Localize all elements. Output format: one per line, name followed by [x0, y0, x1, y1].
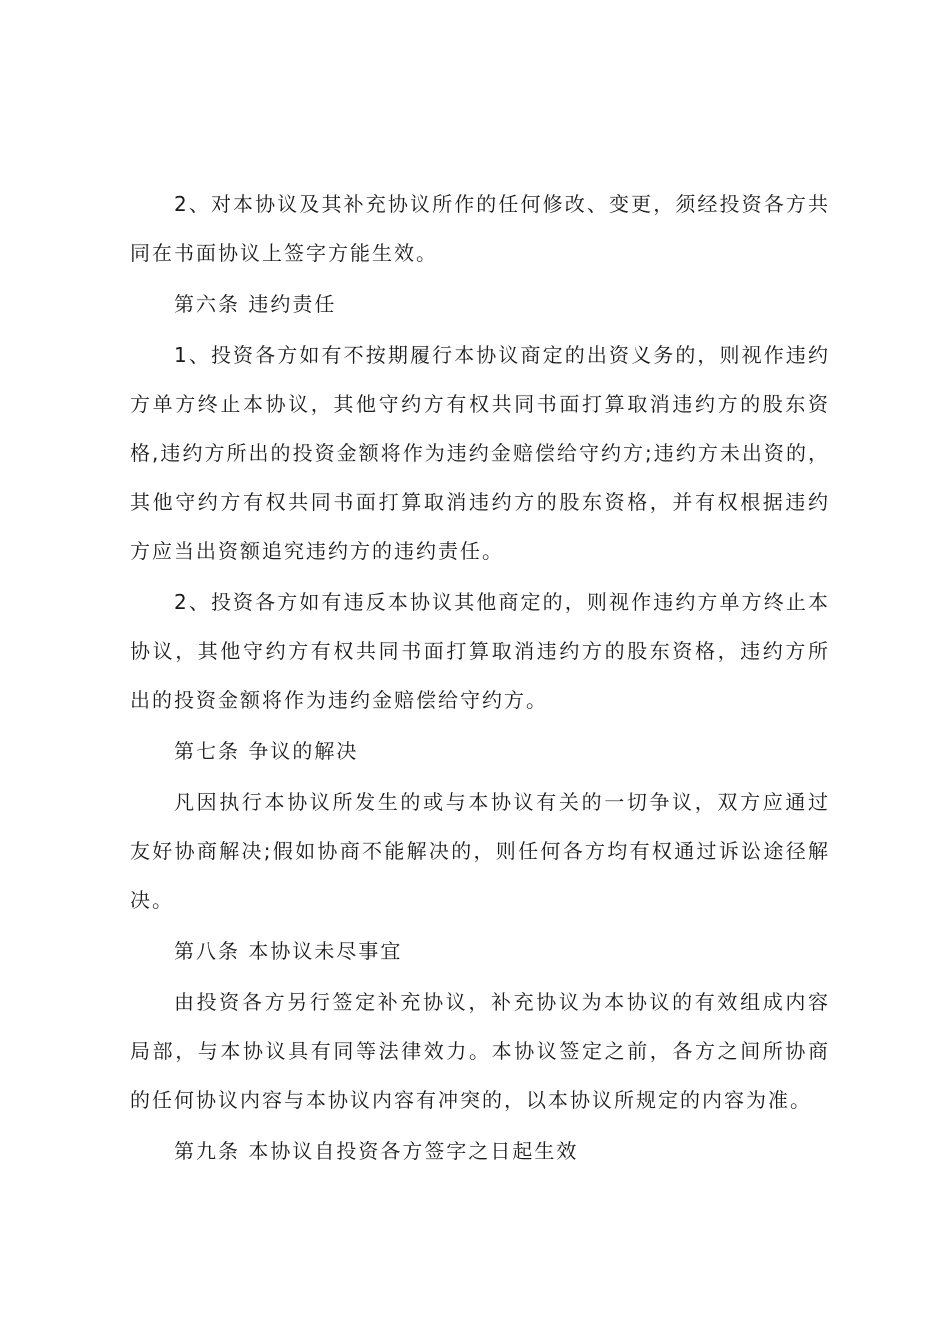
article-eight-heading: 第八条 本协议未尽事宜 — [174, 939, 403, 963]
article-seven-heading: 第七条 争议的解决 — [174, 739, 359, 763]
breach-clause-2-paragraph: 2、投资各方如有违反本协议其他商定的，则视作违约方单方终止本协议，其他守约方有权共同书面打算取消违约方的股东资格，违约方所出的投资金额将作为违约金赔偿给守约方。 — [130, 590, 830, 712]
supplementary-agreement-paragraph: 由投资各方另行签定补充协议，补充协议为本协议的有效组成内容局部，与本协议具有同等法律效力。本协议签定之前，各方之间所协商的任何协议内容与本协议内容有冲突的，以本协议所规定的内容为准。 — [130, 990, 830, 1112]
document-body — [130, 180, 830, 1178]
amendment-clause-paragraph: 2、对本协议及其补充协议所作的任何修改、变更，须经投资各方共同在书面协议上签字方能生效。 — [130, 192, 830, 265]
article-six-heading: 第六条 违约责任 — [174, 292, 337, 316]
dispute-resolution-paragraph: 凡因执行本协议所发生的或与本协议有关的一切争议，双方应通过友好协商解决;假如协商不能解决的，则任何各方均有权通过诉讼途径解决。 — [130, 790, 830, 912]
breach-clause-1-paragraph: 1、投资各方如有不按期履行本协议商定的出资义务的，则视作违约方单方终止本协议，其他守约方有权共同书面打算取消违约方的股东资格,违约方所出的投资金额将作为违约金赔偿给守约方;违约方未出资的，其他守约方有权共同书面打算取消违约方的股东资格，并有权根据违约方应当出资额追究违约方的违约责任。 — [130, 343, 830, 563]
article-nine-heading: 第九条 本协议自投资各方签字之日起生效 — [174, 1139, 579, 1163]
